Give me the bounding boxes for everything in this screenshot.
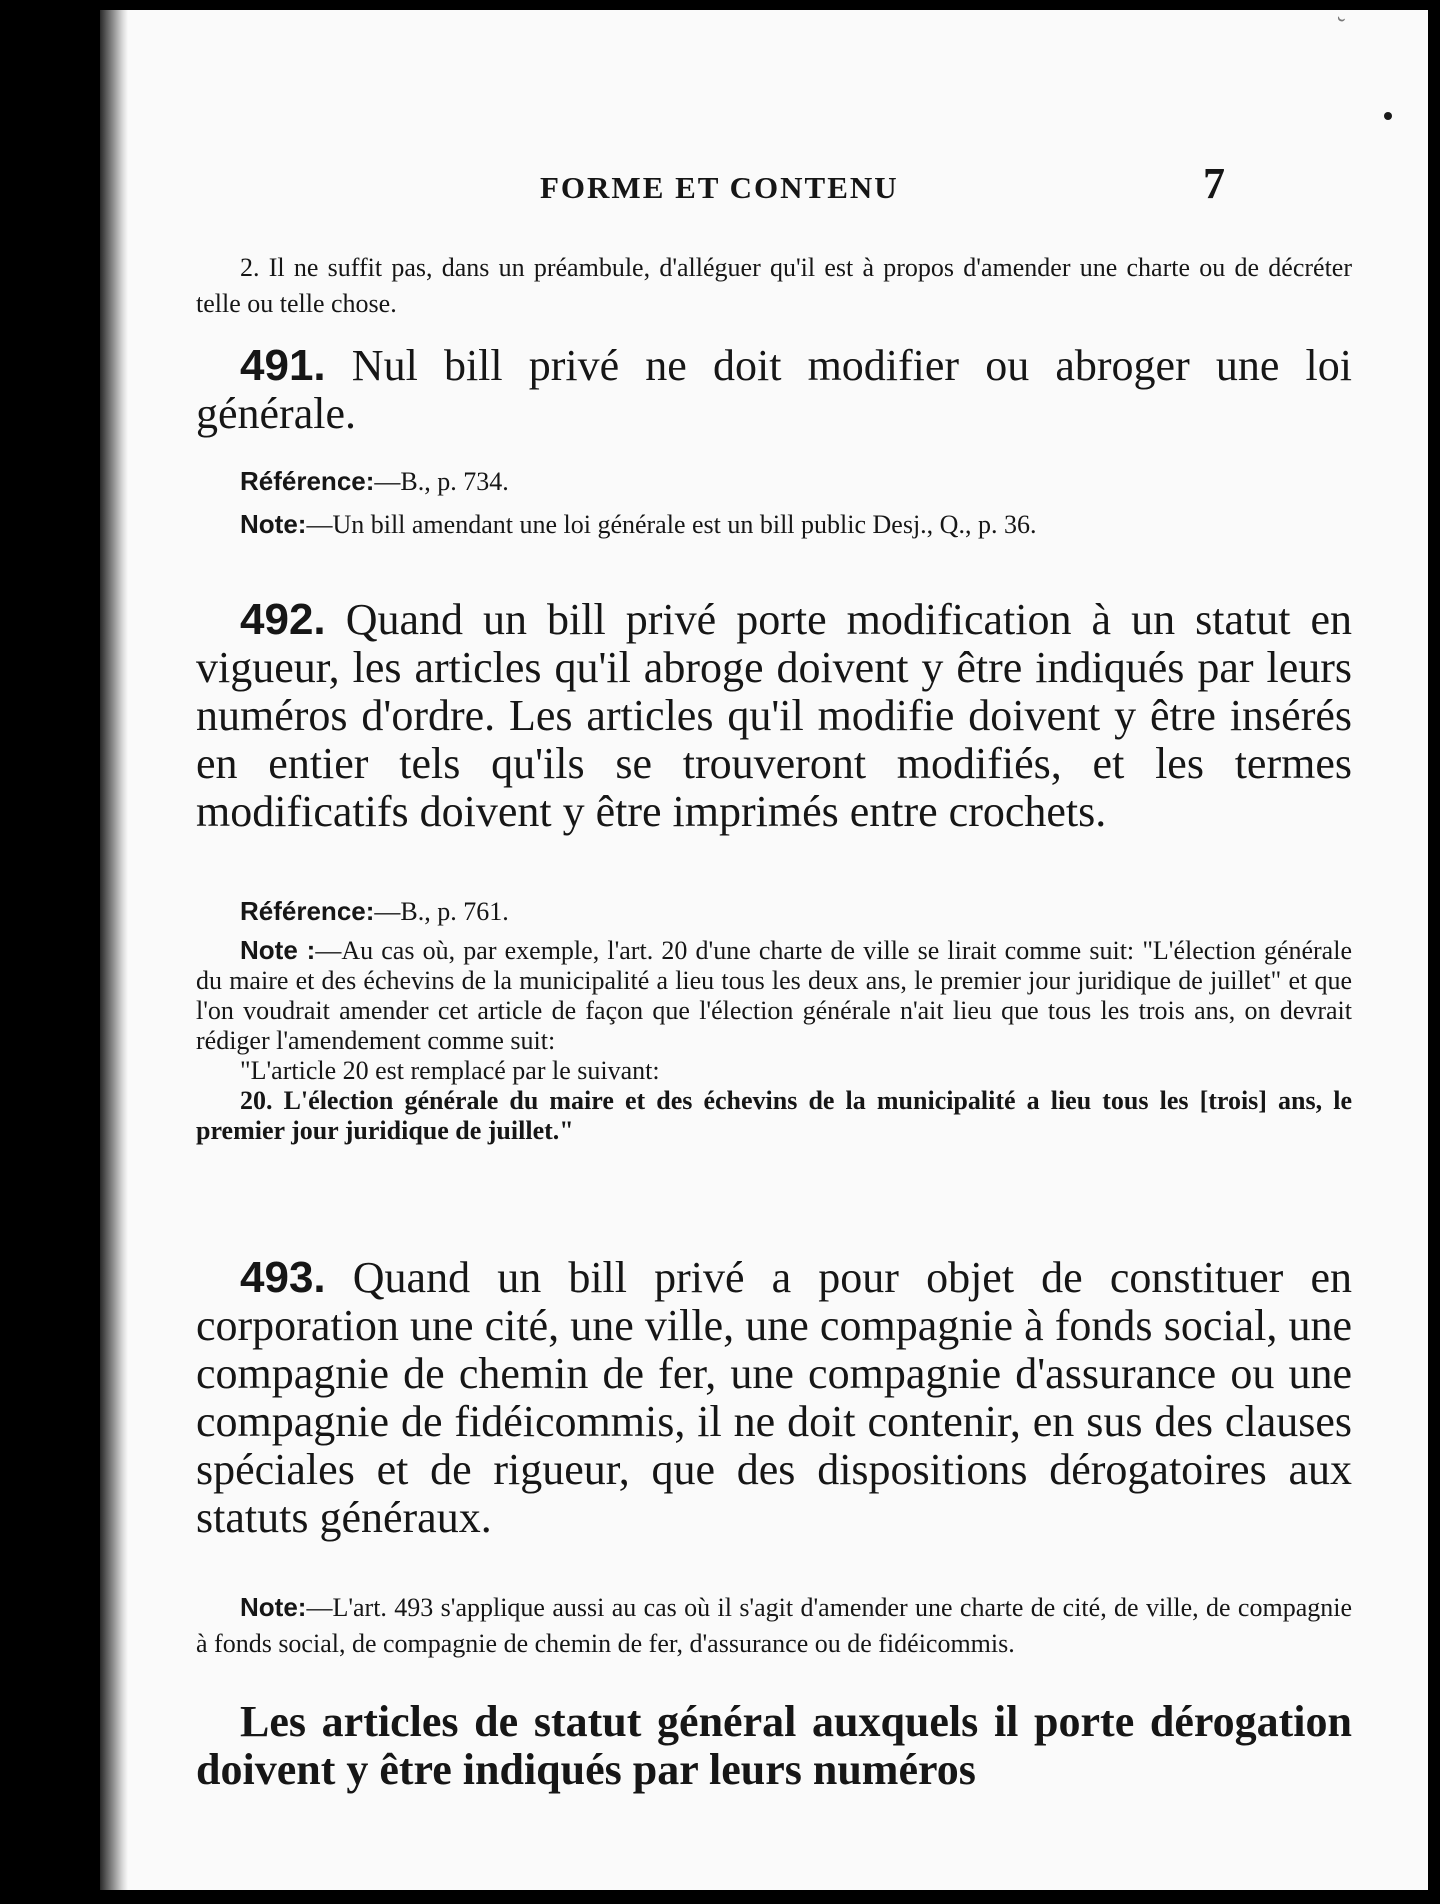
closing-paragraph: Les articles de statut général auxquels il porte dérogation doivent y être indiqués par leurs numéros bbox=[196, 1697, 1352, 1794]
note-492 bbox=[196, 935, 1352, 1146]
note-label: Note: bbox=[240, 509, 307, 539]
note-491 bbox=[196, 506, 1352, 543]
note-text: —Au cas où, par exemple, l'art. 20 d'une charte de ville se lirait comme suit: "L'élection générale du maire et des échevins de la municipalité a lieu tous les deux ans, le premier jour juridique de juillet" et que l'on voudrait amender cet article de façon que l'élection générale n'ait lieu que tous les trois ans, on devrait rédiger l'amendement comme suit: bbox=[196, 936, 1352, 1055]
reference-492 bbox=[196, 893, 1352, 930]
page-spine-shadow bbox=[100, 10, 128, 1890]
note-label: Note: bbox=[240, 1592, 307, 1622]
note-quote: "L'article 20 est remplacé par le suivant: bbox=[240, 1056, 660, 1085]
reference-text: —B., p. 734. bbox=[374, 467, 509, 496]
note-quote: 20. L'élection générale du maire et des échevins de la municipalité a lieu tous les [trois] ans, le premier jour juridique de juillet." bbox=[196, 1086, 1352, 1145]
note-label: Note : bbox=[240, 935, 316, 965]
article-number: 493. bbox=[240, 1253, 326, 1302]
running-title: FORME ET CONTENU bbox=[540, 170, 899, 205]
reference-label: Référence: bbox=[240, 896, 375, 926]
reference-491 bbox=[196, 463, 1352, 500]
book-page bbox=[100, 10, 1428, 1890]
page-number: 7 bbox=[1203, 159, 1225, 208]
article-text: Quand un bill privé porte modification à un statut en vigueur, les articles qu'il abroge doivent y être indiqués par leurs numéros d'ordre. Les articles qu'il modifie doivent y être insérés en entier tels qu'ils se trouveront modifiés, et les termes modificatifs doivent y être imprimés entre crochets. bbox=[196, 595, 1353, 836]
article-491 bbox=[196, 342, 1352, 438]
article-text: Quand un bill privé a pour objet de constituer en corporation une cité, une ville, une compagnie à fonds social, une compagnie de chemin de fer, une compagnie d'assurance ou une compagnie de fidéicommis, il ne doit contenir, en sus des clauses spéciales et de rigueur, que des dispositions dérogatoires aux statuts généraux. bbox=[196, 1253, 1352, 1542]
note-text: —L'art. 493 s'applique aussi au cas où il s'agit d'amender une charte de cité, de ville, de compagnie à fonds social, de compagnie de chemin de fer, d'assurance ou de fidéicommis. bbox=[196, 1593, 1352, 1658]
reference-label: Référence: bbox=[240, 466, 375, 496]
note-text: —Un bill amendant une loi générale est un bill public Desj., Q., p. 36. bbox=[306, 510, 1037, 539]
reference-text: —B., p. 761. bbox=[374, 897, 509, 926]
intro-paragraph: 2. Il ne suffit pas, dans un préambule, d'alléguer qu'il est à propos d'amender une charte ou de décréter telle ou telle chose. bbox=[196, 253, 1352, 318]
article-492 bbox=[196, 596, 1352, 836]
margin-mark: ˘ bbox=[1329, 11, 1348, 42]
article-number: 492. bbox=[240, 595, 326, 644]
article-text: Nul bill privé ne doit modifier ou abroger une loi générale. bbox=[196, 341, 1352, 438]
note-493 bbox=[196, 1589, 1352, 1662]
article-493 bbox=[196, 1254, 1352, 1542]
article-number: 491. bbox=[240, 341, 326, 390]
ink-spot bbox=[1384, 112, 1392, 120]
